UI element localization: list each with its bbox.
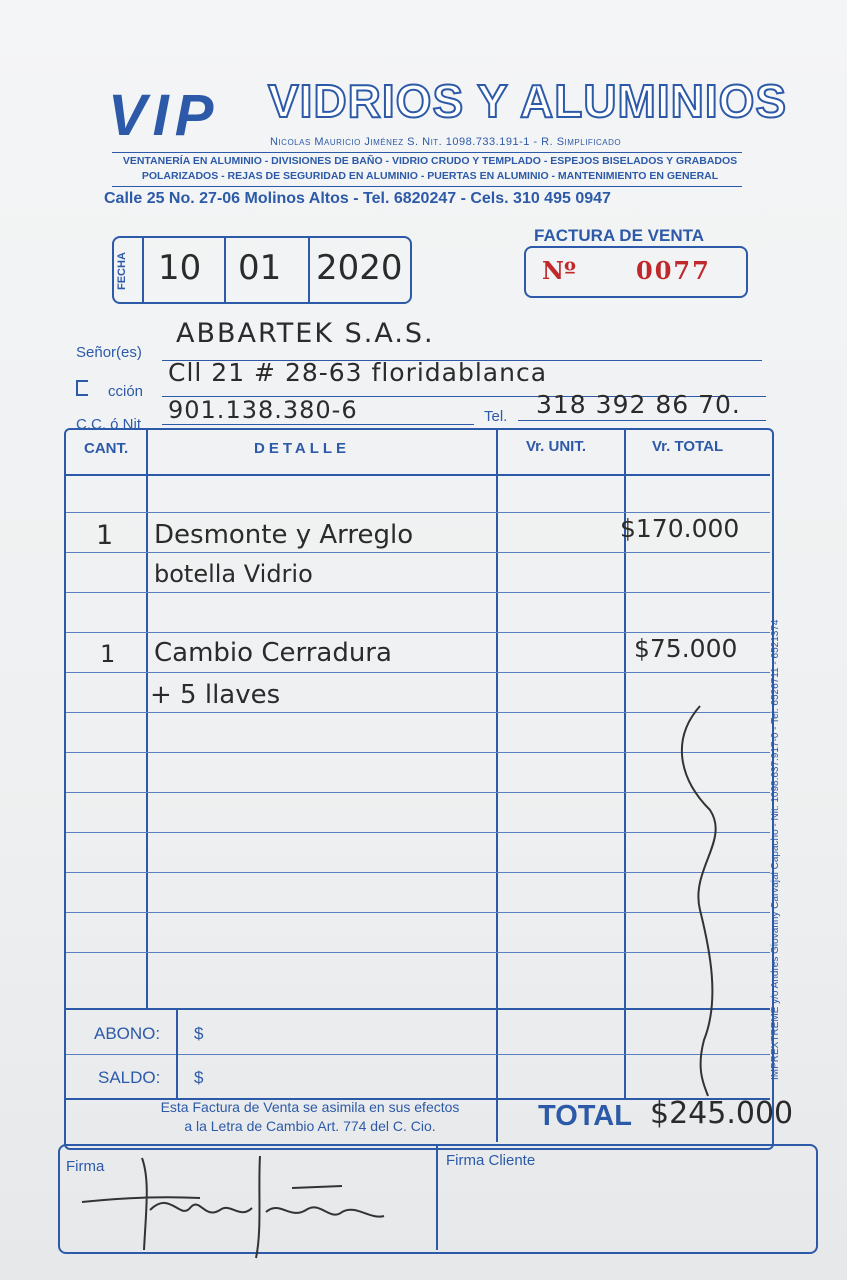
abono-divider bbox=[176, 1010, 178, 1098]
legal-text bbox=[110, 1098, 510, 1136]
client-tel-line bbox=[518, 420, 766, 421]
table-row bbox=[66, 592, 770, 593]
abono-label: ABONO: bbox=[94, 1024, 161, 1043]
table-row bbox=[66, 672, 770, 673]
saldo-currency: $ bbox=[194, 1068, 204, 1087]
invoice-number-label: Nº bbox=[542, 256, 576, 285]
services-line-1: VENTANERÍA EN ALUMINIO - DIVISIONES DE BAÑO - VIDRIO CRUDO Y TEMPLADO - ESPEJOS BISELADOS Y GRABADOS bbox=[122, 155, 738, 167]
firma-label: Firma bbox=[66, 1158, 105, 1175]
company-logo: VIP bbox=[108, 83, 220, 148]
client-nit-label: C.C. ó Nit bbox=[76, 416, 142, 433]
legal-line-1: Esta Factura de Venta se asimila en sus efectos bbox=[160, 1099, 460, 1115]
client-tel-label: Tel. bbox=[484, 408, 508, 425]
client-address: Cll 21 # 28-63 floridablanca bbox=[168, 358, 548, 387]
client-name: ABBARTEK S.A.S. bbox=[176, 318, 435, 349]
date-divider-label bbox=[142, 236, 144, 302]
total-value: $245.000 bbox=[650, 1096, 794, 1131]
invoice-title: FACTURA DE VENTA bbox=[534, 226, 704, 245]
row-3-total: $75.000 bbox=[634, 634, 738, 663]
total-label: TOTAL bbox=[538, 1100, 632, 1132]
table-row bbox=[66, 632, 770, 633]
saldo-label: SALDO: bbox=[98, 1068, 161, 1087]
row-4-detail: + 5 llaves bbox=[150, 680, 281, 710]
col-header-unit: Vr. UNIT. bbox=[526, 438, 587, 455]
abono-currency: $ bbox=[194, 1024, 204, 1043]
signature-scribble-icon bbox=[80, 1150, 400, 1260]
owner-line: Nicolas Mauricio Jiménez S. Nit. 1098.733.191-1 - R. Simplificado bbox=[270, 136, 622, 148]
row-2-detail: botella Vidrio bbox=[154, 560, 313, 588]
legal-line-2: a la Letra de Cambio Art. 774 del C. Cio. bbox=[184, 1118, 436, 1134]
row-1-qty: 1 bbox=[96, 520, 114, 551]
col-header-detail: DETALLE bbox=[254, 440, 351, 457]
col-header-total: Vr. TOTAL bbox=[652, 438, 724, 455]
date-day: 10 bbox=[158, 248, 202, 288]
client-nit-line bbox=[162, 424, 474, 425]
firma-cliente-label: Firma Cliente bbox=[446, 1152, 536, 1169]
date-label: FECHA bbox=[116, 252, 128, 290]
date-divider-1 bbox=[224, 236, 226, 302]
row-3-qty: 1 bbox=[100, 640, 116, 668]
col-line-qty bbox=[146, 430, 148, 1008]
table-row bbox=[66, 512, 770, 513]
client-name-label: Señor(es) bbox=[76, 344, 142, 361]
printer-note: IMPREXTREME y/o Andres Giovanny Carvajal Capacho - Nit. 1098.637.917-0 - Tel. 6526711 - 6521374 bbox=[770, 619, 781, 1080]
client-nit: 901.138.380-6 bbox=[168, 396, 358, 424]
services-line-2: POLARIZADOS - REJAS DE SEGURIDAD EN ALUMINIO - PUERTAS EN ALUMINIO - MANTENIMIENTO EN GENERAL bbox=[141, 170, 719, 182]
date-month: 01 bbox=[238, 248, 282, 288]
row-1-total: $170.000 bbox=[620, 514, 740, 543]
company-name: VIDRIOS Y ALUMINIOS bbox=[268, 75, 788, 127]
header-rule-bottom bbox=[112, 186, 742, 187]
redacted-mark-icon bbox=[76, 380, 88, 396]
address-line: Calle 25 No. 27-06 Molinos Altos - Tel. 6820247 - Cels. 310 495 0947 bbox=[104, 190, 611, 207]
table-header-rule bbox=[66, 474, 770, 476]
date-divider-2 bbox=[308, 236, 310, 302]
signature-divider bbox=[436, 1146, 438, 1250]
client-address-label: cción bbox=[108, 383, 144, 400]
void-squiggle-icon bbox=[660, 700, 740, 1100]
date-year: 2020 bbox=[316, 248, 403, 288]
client-tel: 318 392 86 70. bbox=[536, 390, 741, 419]
col-line-detail bbox=[496, 430, 498, 1142]
table-row bbox=[66, 552, 770, 553]
row-1-detail: Desmonte y Arreglo bbox=[154, 520, 414, 550]
col-header-qty: CANT. bbox=[84, 440, 129, 457]
header-rule-top bbox=[112, 152, 742, 153]
invoice-number: 0077 bbox=[636, 256, 711, 285]
row-3-detail: Cambio Cerradura bbox=[154, 638, 392, 668]
